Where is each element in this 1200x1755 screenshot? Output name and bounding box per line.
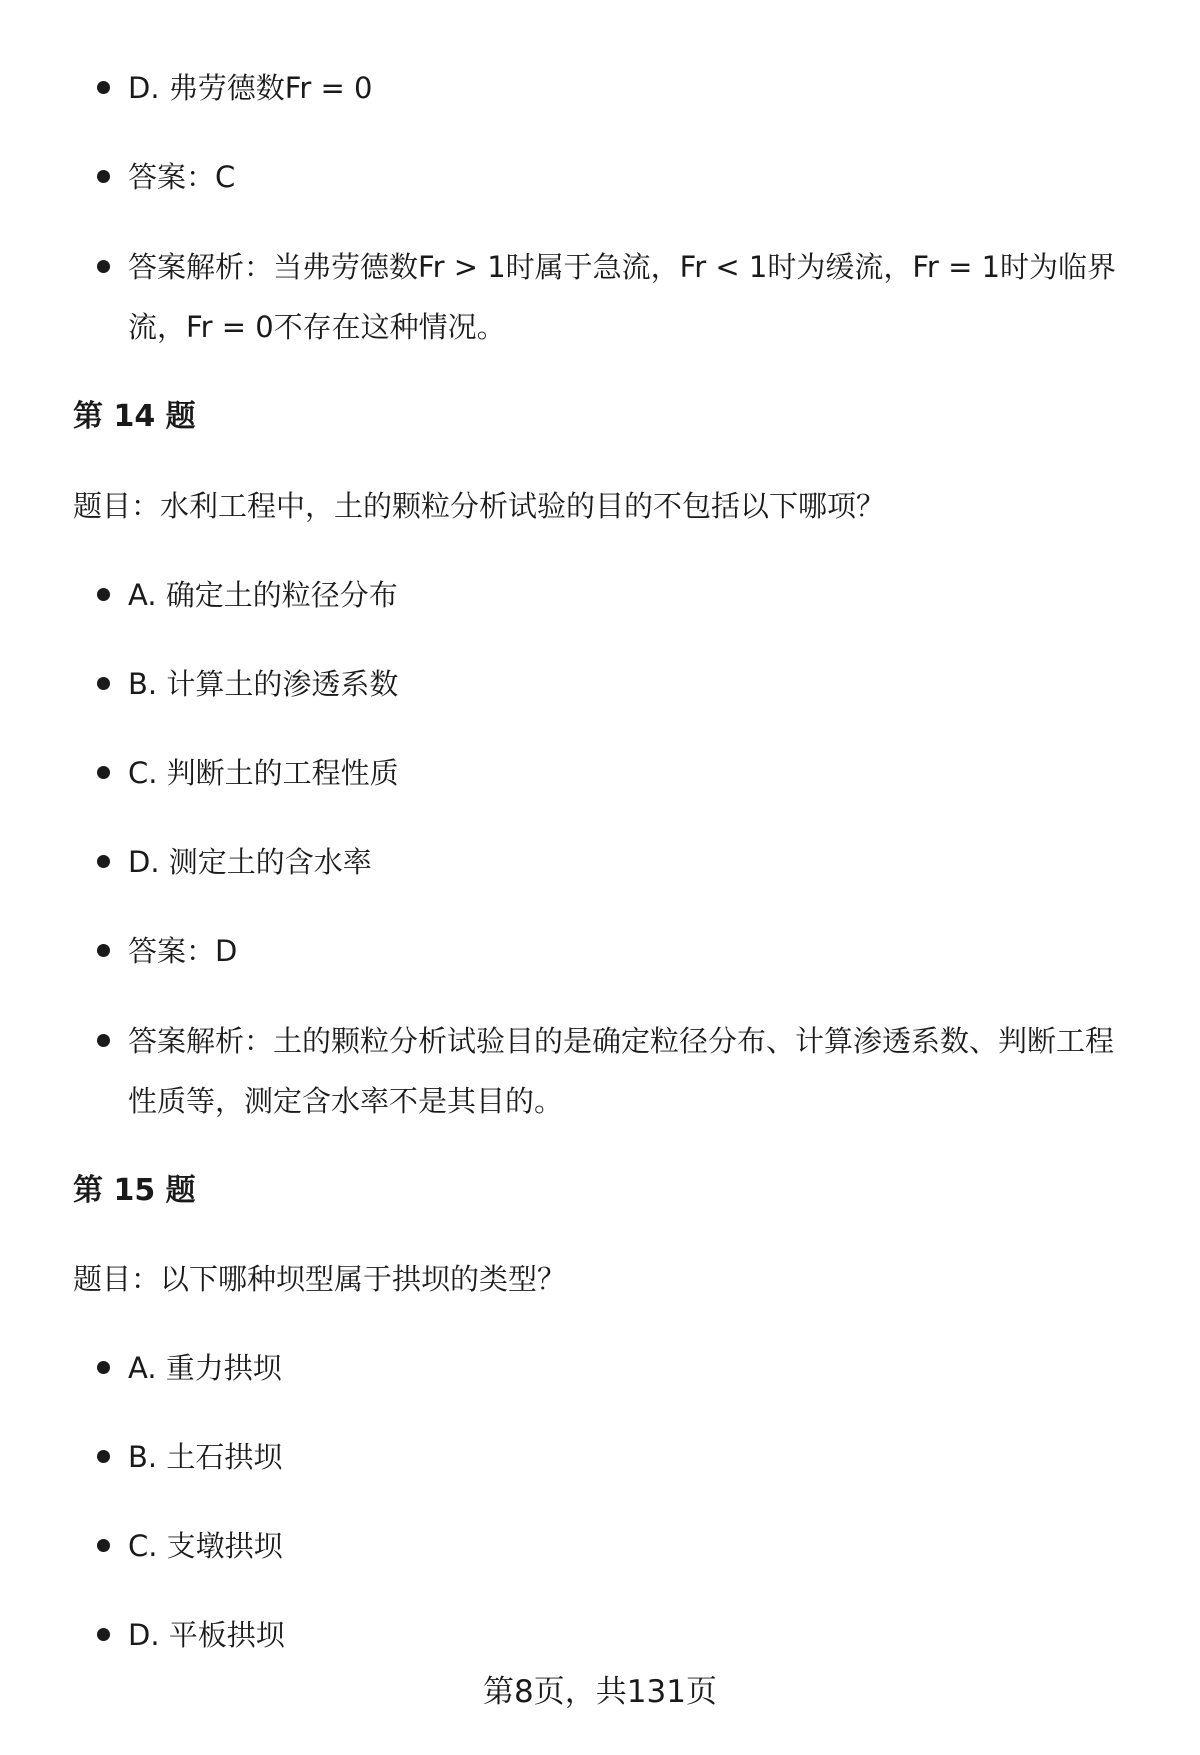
q14-heading: 第 14 题	[73, 399, 196, 434]
q15-option-b-text: B. 土石拱坝	[128, 1440, 283, 1474]
q14-option-b-text: B. 计算土的渗透系数	[128, 667, 399, 701]
q14-option-d	[128, 832, 1138, 892]
q15-option-c	[128, 1516, 1138, 1576]
q14-option-c-text: C. 判断土的工程性质	[128, 756, 399, 790]
bullet-dot	[97, 1539, 110, 1552]
q15-question: 题目：以下哪种坝型属于拱坝的类型？	[73, 1262, 567, 1296]
bullet-dot	[97, 855, 110, 868]
q14-answer-text: 答案：D	[128, 934, 238, 968]
q14-option-a	[128, 565, 1138, 625]
bullet-dot	[97, 1628, 110, 1641]
q14-explanation-text: 答案解析：土的颗粒分析试验目的是确定粒径分布、计算渗透系数、判断工程性质等，测定含水率不是其目的。	[128, 1024, 1115, 1118]
bullet-dot	[97, 944, 110, 957]
q13-answer	[128, 147, 1138, 207]
q15-option-a	[128, 1338, 1138, 1398]
q13-option-d-text: D. 弗劳德数Fr = 0	[128, 71, 373, 105]
q13-explanation	[128, 237, 1138, 357]
bullet-dot	[97, 260, 110, 273]
bullet-dot	[97, 766, 110, 779]
q15-option-d-text: D. 平板拱坝	[128, 1618, 285, 1652]
bullet-dot	[97, 81, 110, 94]
q13-option-d	[128, 58, 1138, 118]
q15-option-b	[128, 1427, 1138, 1487]
q13-explanation-text: 答案解析：当弗劳德数Fr > 1时属于急流，Fr < 1时为缓流，Fr = 1时为临界流，Fr = 0不存在这种情况。	[128, 250, 1117, 344]
q14-option-d-text: D. 测定土的含水率	[128, 845, 372, 879]
q14-option-b	[128, 654, 1138, 714]
q15-option-c-text: C. 支墩拱坝	[128, 1529, 283, 1563]
q15-option-d	[128, 1605, 1138, 1665]
bullet-dot	[97, 170, 110, 183]
bullet-dot	[97, 1450, 110, 1463]
q14-option-a-text: A. 确定土的粒径分布	[128, 578, 398, 612]
q15-option-a-text: A. 重力拱坝	[128, 1351, 282, 1385]
q13-answer-text: 答案：C	[128, 160, 236, 194]
bullet-dot	[97, 1361, 110, 1374]
q14-question: 题目：水利工程中，土的颗粒分析试验的目的不包括以下哪项？	[73, 489, 886, 523]
bullet-dot	[97, 677, 110, 690]
bullet-dot	[97, 588, 110, 601]
page-number-footer: 第8页，共131页	[483, 1674, 717, 1710]
bullet-dot	[97, 1034, 110, 1047]
q14-explanation	[128, 1011, 1138, 1131]
q14-option-c	[128, 743, 1138, 803]
q15-heading: 第 15 题	[73, 1173, 196, 1208]
q14-answer	[128, 921, 1138, 981]
